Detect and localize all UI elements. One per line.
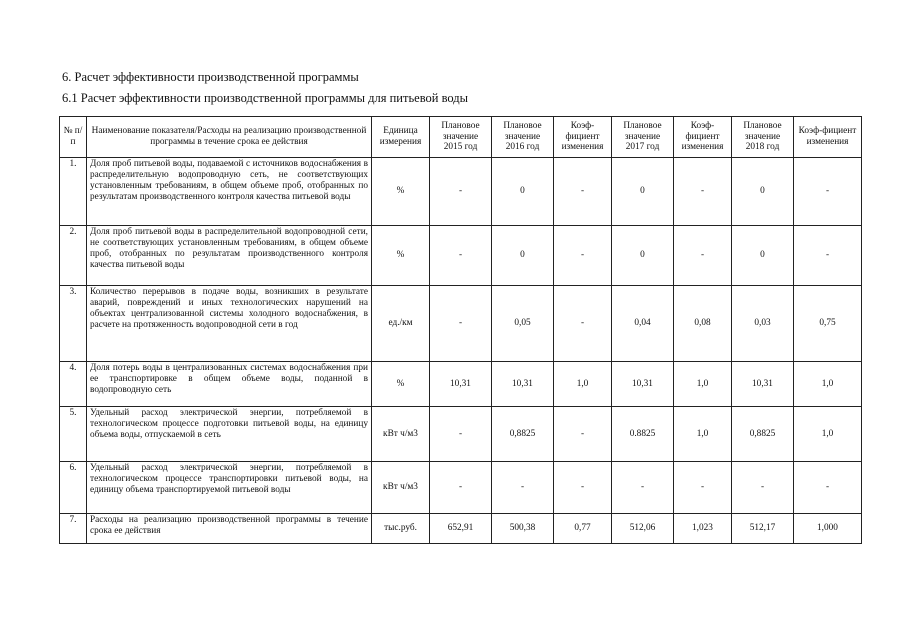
unit-cell: ед./км [372, 286, 430, 362]
value-cell: - [430, 462, 492, 514]
value-cell: - [674, 158, 732, 226]
value-cell: - [554, 462, 612, 514]
row-number: 4. [60, 362, 87, 407]
value-cell: 1,0 [674, 362, 732, 407]
value-cell: 512,17 [732, 514, 794, 544]
value-cell: 0 [612, 226, 674, 286]
unit-cell: % [372, 158, 430, 226]
column-header: Плановое значение 2016 год [492, 117, 554, 158]
value-cell: 0,08 [674, 286, 732, 362]
table-row [60, 286, 862, 362]
value-cell: 0,77 [554, 514, 612, 544]
value-cell: 1,000 [794, 514, 862, 544]
column-header: № п/п [60, 117, 87, 158]
value-cell: 10,31 [732, 362, 794, 407]
value-cell: - [554, 158, 612, 226]
unit-cell: % [372, 362, 430, 407]
section-title: 6. Расчет эффективности производственной программы [62, 70, 359, 84]
value-cell: 1,0 [794, 407, 862, 462]
row-number: 3. [60, 286, 87, 362]
table-row [60, 226, 862, 286]
value-cell: 0,04 [612, 286, 674, 362]
value-cell: - [732, 462, 794, 514]
value-cell: 0 [732, 226, 794, 286]
value-cell: 1,0 [674, 407, 732, 462]
unit-cell: тыс.руб. [372, 514, 430, 544]
row-number: 7. [60, 514, 87, 544]
column-header: Единица измерения [372, 117, 430, 158]
column-header: Плановое значение 2017 год [612, 117, 674, 158]
value-cell: 10,31 [612, 362, 674, 407]
value-cell: 1,0 [554, 362, 612, 407]
value-cell: 0,8825 [492, 407, 554, 462]
value-cell: 1,0 [794, 362, 862, 407]
unit-cell: % [372, 226, 430, 286]
value-cell: 512,06 [612, 514, 674, 544]
column-header: Наименование показателя/Расходы на реализацию производственной программы в течение срока ее действия [87, 117, 372, 158]
row-number: 6. [60, 462, 87, 514]
value-cell: 10,31 [492, 362, 554, 407]
value-cell: - [674, 226, 732, 286]
unit-cell: кВт ч/м3 [372, 407, 430, 462]
table-header-row [60, 117, 862, 158]
value-cell: - [794, 462, 862, 514]
value-cell: - [674, 462, 732, 514]
column-header: Коэф-фициент изменения [794, 117, 862, 158]
efficiency-table [59, 116, 862, 544]
value-cell: 0,75 [794, 286, 862, 362]
value-cell: 0,03 [732, 286, 794, 362]
indicator-name: Удельный расход электрической энергии, потребляемой в технологическом процессе транспортировки питьевой воды, на единицу объема транспортируемой питьевой воды [87, 462, 372, 514]
column-header: Плановое значение 2018 год [732, 117, 794, 158]
value-cell: - [430, 286, 492, 362]
value-cell: 0.8825 [612, 407, 674, 462]
indicator-name: Количество перерывов в подаче воды, возникших в результате аварий, повреждений и иных технологических нарушений на объектах централизованной системы холодного водоснабжения, в расчете на протяженность водопроводной сети в год [87, 286, 372, 362]
table-row [60, 462, 862, 514]
value-cell: 10,31 [430, 362, 492, 407]
value-cell: - [430, 158, 492, 226]
value-cell: 0,8825 [732, 407, 794, 462]
column-header: Коэф-фициент изменения [674, 117, 732, 158]
table-row [60, 514, 862, 544]
indicator-name: Удельный расход электрической энергии, потребляемой в технологическом процессе подготовки питьевой воды, на единицу объема воды, отпускаемой в сеть [87, 407, 372, 462]
value-cell: - [492, 462, 554, 514]
row-number: 2. [60, 226, 87, 286]
table-row [60, 158, 862, 226]
value-cell: 652,91 [430, 514, 492, 544]
value-cell: - [794, 158, 862, 226]
value-cell: - [554, 407, 612, 462]
value-cell: 0 [612, 158, 674, 226]
value-cell: - [430, 407, 492, 462]
row-number: 1. [60, 158, 87, 226]
value-cell: 0,05 [492, 286, 554, 362]
unit-cell: кВт ч/м3 [372, 462, 430, 514]
table-row [60, 407, 862, 462]
indicator-name: Расходы на реализацию производственной программы в течение срока ее действия [87, 514, 372, 544]
value-cell: 0 [492, 158, 554, 226]
row-number: 5. [60, 407, 87, 462]
value-cell: 0 [492, 226, 554, 286]
indicator-name: Доля потерь воды в централизованных системах водоснабжения при ее транспортировке в общем объеме воды, поданной в водопроводную сеть [87, 362, 372, 407]
value-cell: 1,023 [674, 514, 732, 544]
subsection-title: 6.1 Расчет эффективности производственной программы для питьевой воды [62, 91, 469, 105]
value-cell: - [554, 286, 612, 362]
column-header: Коэф-фициент изменения [554, 117, 612, 158]
indicator-name: Доля проб питьевой воды, подаваемой с источников водоснабжения в распределительную водопроводную сеть, не соответствующих установленным требованиям, в общем объеме проб, отобранных по результатам производственного контроля качества питьевой воды [87, 158, 372, 226]
column-header: Плановое значение 2015 год [430, 117, 492, 158]
value-cell: - [794, 226, 862, 286]
value-cell: - [430, 226, 492, 286]
value-cell: - [612, 462, 674, 514]
indicator-name: Доля проб питьевой воды в распределительной водопроводной сети, не соответствующих установленным требованиям, в общем объеме проб, отобранных по результатам производственного контроля качества питьевой воды [87, 226, 372, 286]
table-row [60, 362, 862, 407]
value-cell: - [554, 226, 612, 286]
value-cell: 0 [732, 158, 794, 226]
value-cell: 500,38 [492, 514, 554, 544]
